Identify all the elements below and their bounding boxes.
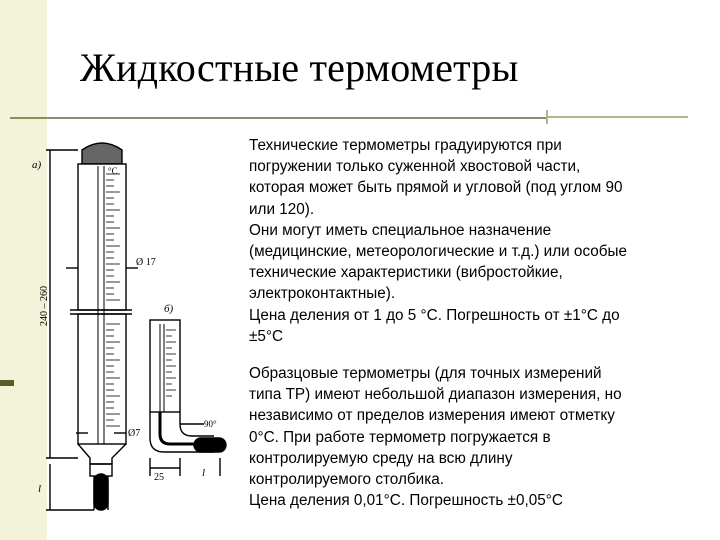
title-underline <box>10 117 546 119</box>
paragraph-reference <box>249 363 701 511</box>
text-line: контролируемого столбика. <box>249 471 444 489</box>
text-line: или 120). <box>249 200 315 218</box>
text-line: Цена деления 0,01°C. Погрешность ±0,05°C <box>249 492 563 510</box>
text-line: независимо от пределов измерения имеют отметку <box>249 407 615 425</box>
dimension-l-b: l <box>202 467 206 479</box>
text-line: которая может быть прямой и угловой (под углом 90 <box>249 179 623 197</box>
dimension-diameter-17: Ø 17 <box>136 257 156 268</box>
text-line: электроконтактные). <box>249 285 396 303</box>
text-line: Они могут иметь специальное назначение <box>249 221 552 239</box>
text-line: типа ТР) имеют небольшой диапазон измерения, но <box>249 386 622 404</box>
dimension-25: 25 <box>154 472 164 483</box>
body-text <box>249 135 701 511</box>
thermometer-b <box>150 320 226 476</box>
thermometer-a <box>46 143 141 510</box>
dimension-diameter-7: Ø7 <box>128 428 141 439</box>
text-line: погружении только суженной хвостовой части, <box>249 158 581 176</box>
text-line: Технические термометры градуируются при <box>249 137 562 154</box>
text-line: ±5°C <box>249 327 284 345</box>
text-line: Цена деления от 1 до 5 °C. Погрешность от ±1°C до <box>249 306 620 324</box>
unit-label: °C <box>108 166 118 176</box>
thermometer-drawing <box>14 124 238 528</box>
slide-title: Жидкостные термометры <box>80 45 519 90</box>
text-line: Образцовые термометры (для точных измерений <box>249 365 602 383</box>
text-line: (медицинские, метеорологические и т.д.) или особые <box>249 243 628 261</box>
label-a: а) <box>32 159 42 171</box>
label-b: б) <box>164 303 174 315</box>
dimension-height: 240 – 260 <box>39 286 50 326</box>
thermometer-figure <box>14 124 238 528</box>
dimension-l: l <box>38 483 42 495</box>
left-band-accent <box>0 380 14 386</box>
text-line: 0°C. При работе термометр погружается в <box>249 428 551 446</box>
paragraph-technical <box>249 135 701 347</box>
title-underline-tab <box>546 110 688 124</box>
text-line: технические характеристики (вибростойкие, <box>249 264 563 282</box>
text-line: контролируемую среду на всю длину <box>249 449 513 467</box>
dimension-angle: 90° <box>204 419 217 429</box>
